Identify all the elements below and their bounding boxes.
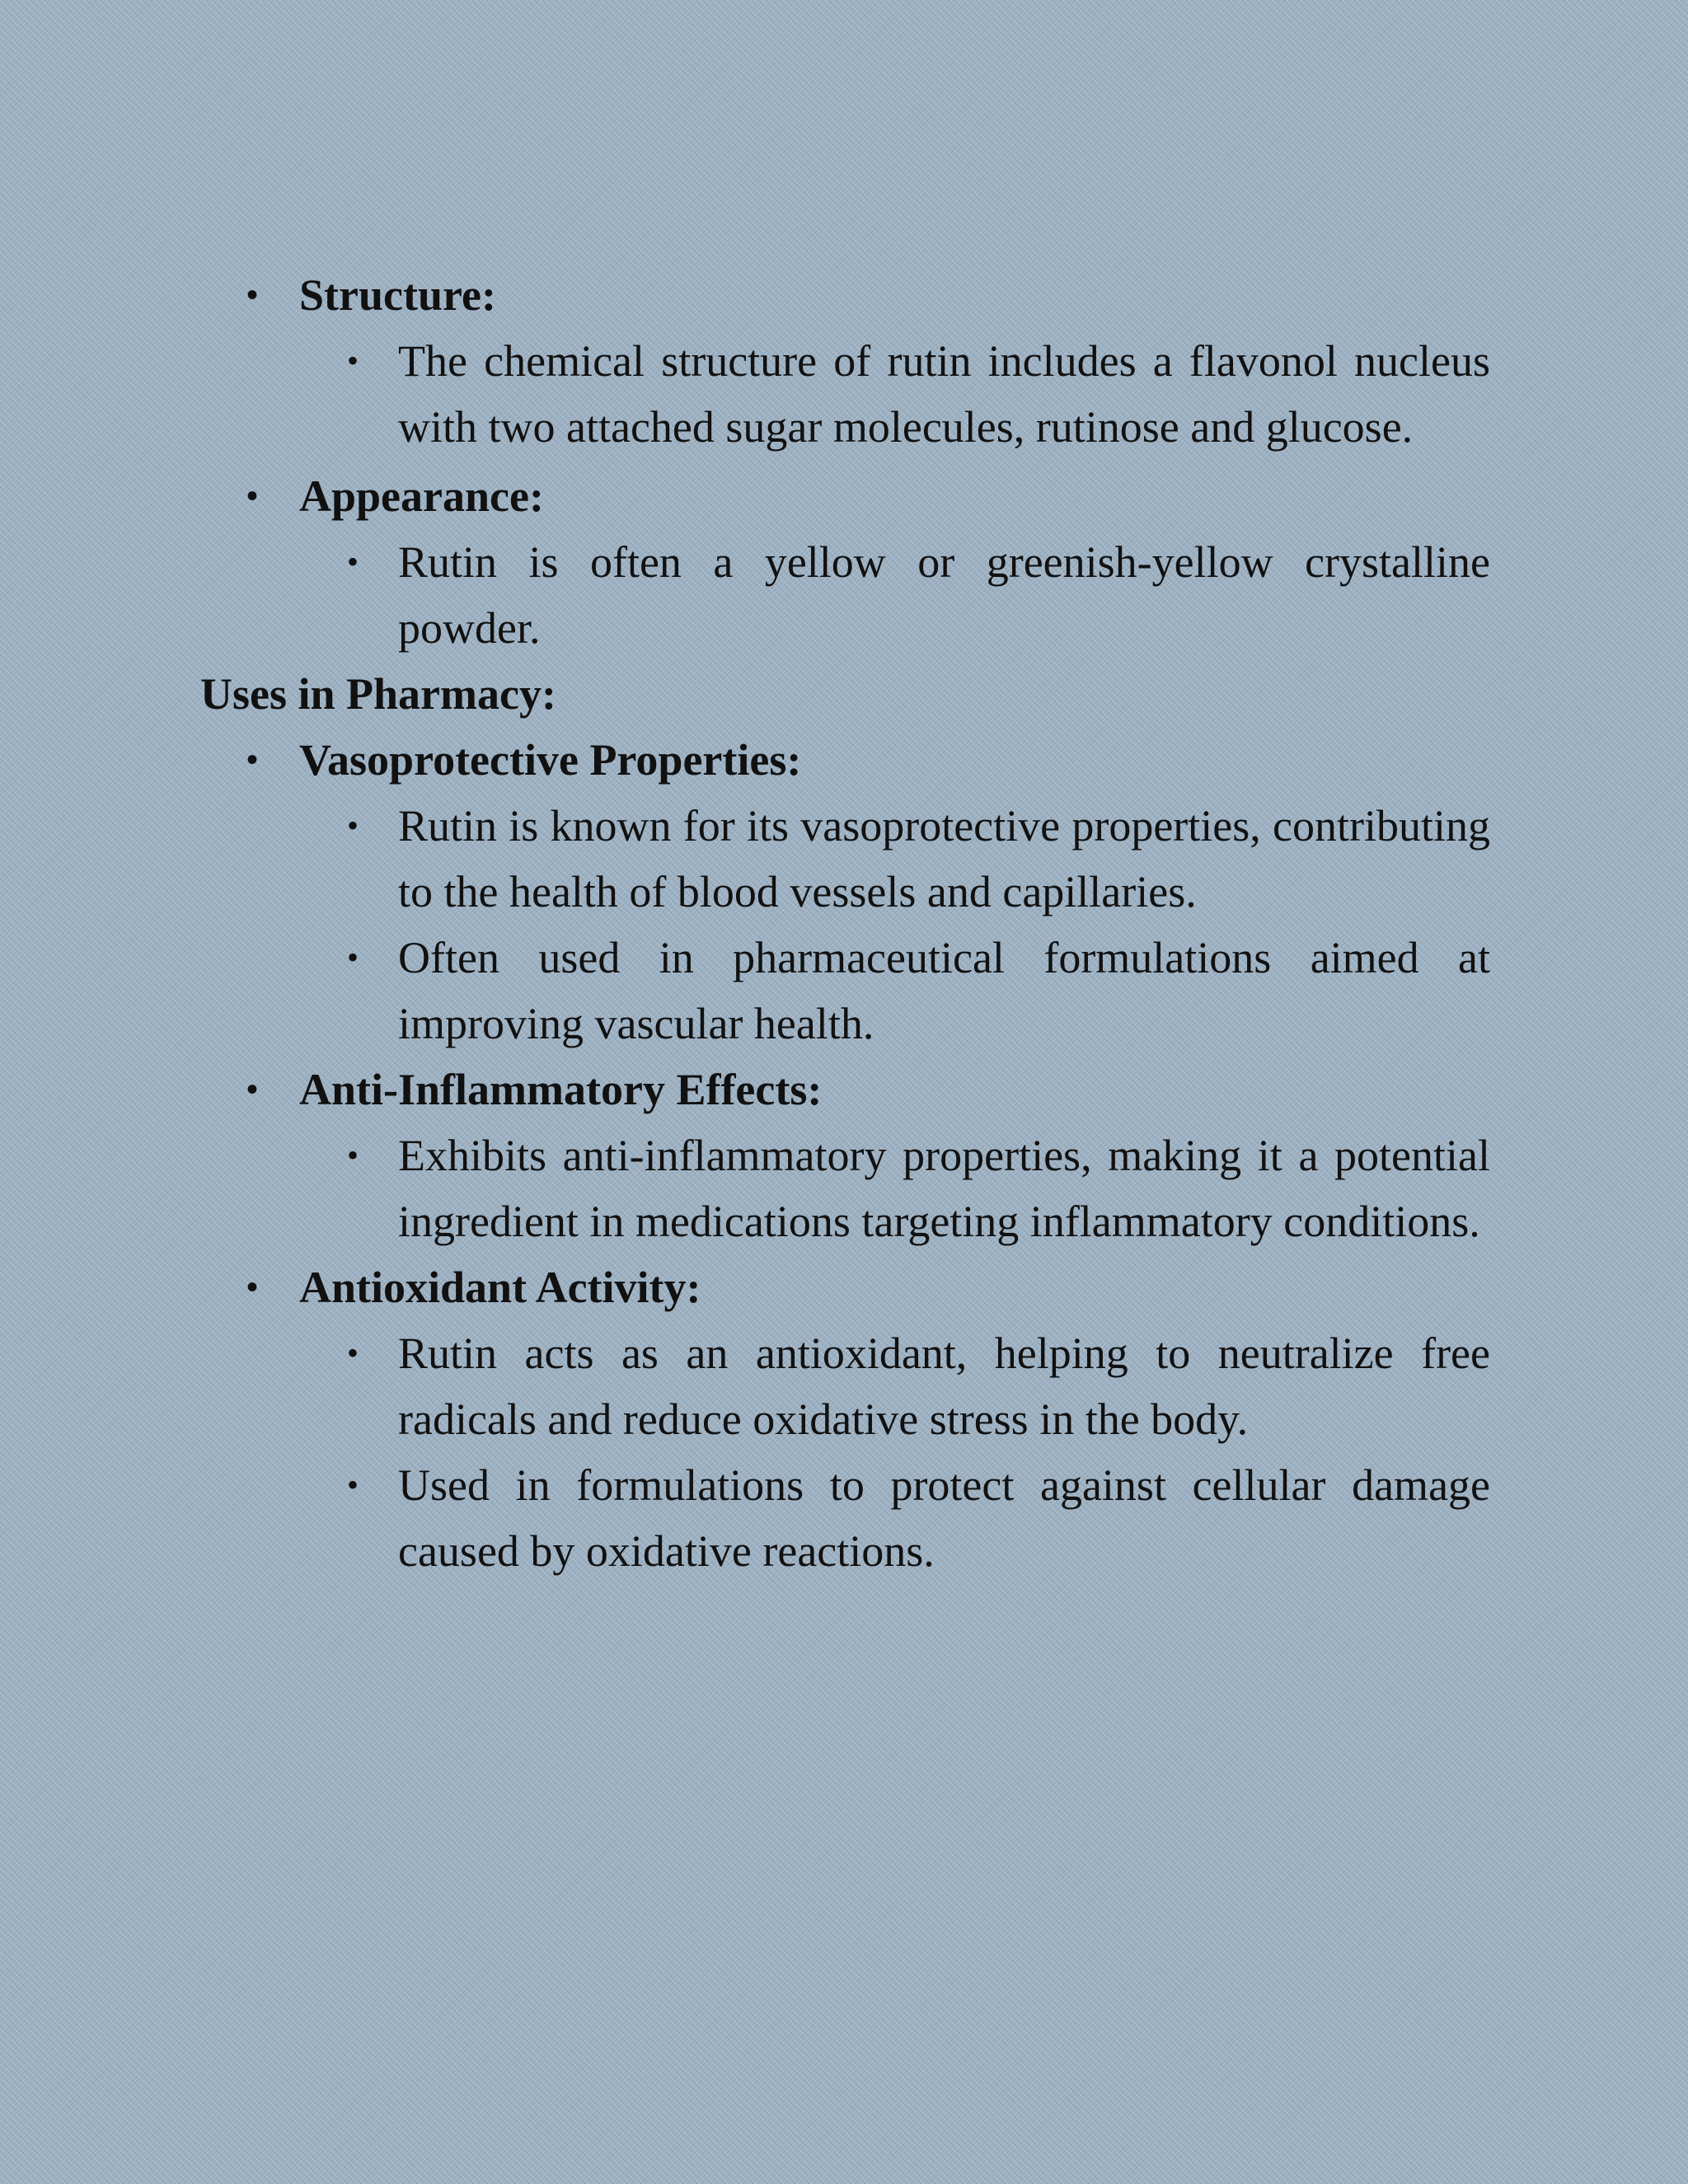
use-antioxidant-heading	[200, 1254, 1490, 1320]
use-heading-text: Vasoprotective Properties:	[299, 735, 802, 785]
section-appearance-item	[200, 529, 1490, 661]
section-appearance-heading	[200, 463, 1490, 529]
use-anti-inflammatory-item	[200, 1122, 1490, 1254]
list-item-text: Rutin is often a yellow or greenish-yellow crystalline powder.	[398, 537, 1490, 653]
list-item-text: Rutin is known for its vasoprotective properties, contributing to the health of blood vessels and capillaries.	[398, 801, 1490, 916]
bullet-icon: •	[246, 477, 259, 514]
bullet-icon: •	[347, 1466, 359, 1503]
use-heading-text: Anti-Inflammatory Effects:	[299, 1065, 823, 1114]
list-item-text: Rutin acts as an antioxidant, helping to neutralize free radicals and reduce oxidative stress in the body.	[398, 1329, 1490, 1444]
bullet-icon: •	[347, 939, 359, 976]
bullet-icon: •	[246, 1268, 259, 1305]
bullet-icon: •	[347, 807, 359, 844]
bullet-icon: •	[347, 1334, 359, 1371]
bullet-icon: •	[347, 543, 359, 580]
use-antioxidant-item	[200, 1320, 1490, 1452]
document-content	[200, 262, 1490, 1584]
section-structure-item	[200, 328, 1490, 460]
bullet-icon: •	[347, 342, 359, 379]
use-vasoprotective-item	[200, 925, 1490, 1057]
section-structure-heading	[200, 262, 1490, 328]
section-heading-text: Appearance:	[299, 471, 544, 521]
use-antioxidant-item	[200, 1452, 1490, 1584]
bullet-icon: •	[246, 1071, 259, 1108]
use-vasoprotective-item	[200, 793, 1490, 925]
bullet-icon: •	[246, 741, 259, 778]
list-item-text: Exhibits anti-inflammatory properties, making it a potential ingredient in medications targeting inflammatory conditions.	[398, 1131, 1490, 1246]
use-heading-text: Antioxidant Activity:	[299, 1263, 701, 1312]
use-vasoprotective-heading	[200, 727, 1490, 793]
bullet-icon: •	[246, 276, 259, 313]
uses-in-pharmacy-heading: Uses in Pharmacy:	[200, 669, 556, 719]
bullet-icon: •	[347, 1137, 359, 1174]
list-item-text: Used in formulations to protect against cellular damage caused by oxidative reactions.	[398, 1460, 1490, 1576]
list-item-text: The chemical structure of rutin includes a flavonol nucleus with two attached sugar molecules, rutinose and glucose.	[398, 336, 1490, 452]
section-heading-text: Structure:	[299, 270, 496, 320]
list-item-text: Often used in pharmaceutical formulations aimed at improving vascular health.	[398, 933, 1490, 1048]
use-anti-inflammatory-heading	[200, 1057, 1490, 1122]
